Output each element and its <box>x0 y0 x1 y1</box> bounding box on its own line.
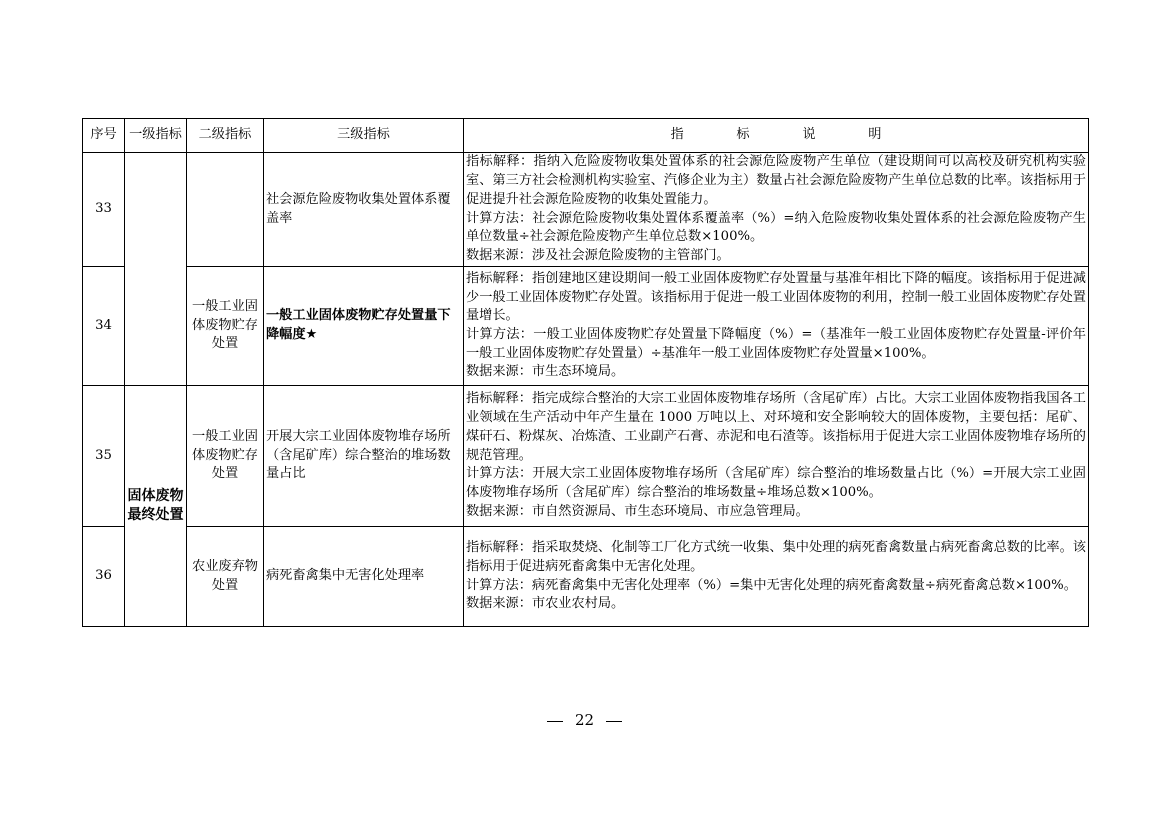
table-row <box>83 527 1089 627</box>
row-no: 33 <box>83 153 125 267</box>
desc-formula: 计算方法：病死畜禽集中无害化处理率（%）=集中无害化处理的病死畜禽数量÷病死畜禽总数×100%。 <box>466 577 1077 593</box>
header-desc: 指 标 说 明 <box>464 119 1089 153</box>
desc-cell <box>464 386 1089 527</box>
desc-source: 数据来源：市生态环境局。 <box>466 364 625 380</box>
desc-source: 数据来源：涉及社会源危险废物的主管部门。 <box>466 247 730 263</box>
desc-cell <box>464 267 1089 386</box>
level3-cell: 病死畜禽集中无害化处理率 <box>264 527 464 627</box>
desc-formula: 计算方法：一般工业固体废物贮存处置量下降幅度（%）=（基准年一般工业固体废物贮存处置量-评价年一般工业固体废物贮存处置量）÷基准年一般工业固体废物贮存处置量×100%。 <box>466 327 1086 361</box>
desc-formula: 计算方法：开展大宗工业固体废物堆存场所（含尾矿库）综合整治的堆场数量占比（%）=开展大宗工业固体废物堆存场所（含尾矿库）综合整治的堆场数量÷堆场总数×100%。 <box>466 466 1086 501</box>
desc-source: 数据来源：市自然资源局、市生态环境局、市应急管理局。 <box>466 503 809 519</box>
level2-cell: 一般工业固体废物贮存处置 <box>187 267 264 386</box>
level1-cell-empty <box>125 153 187 386</box>
page-number <box>0 711 1169 729</box>
row-no: 36 <box>83 527 125 627</box>
level3-cell: 一般工业固体废物贮存处置量下降幅度★ <box>264 267 464 386</box>
desc-explanation: 指标解释：指创建地区建设期间一般工业固体废物贮存处置量与基准年相比下降的幅度。该指标用于促进减少一般工业固体废物贮存处置。该指标用于促进一般工业固体废物的利用，控制一般工业固体废物贮存处置量增长。 <box>466 270 1086 324</box>
table-header-row <box>83 119 1089 153</box>
desc-explanation: 指标解释：指采取焚烧、化制等工厂化方式统一收集、集中处理的病死畜禽数量占病死畜禽总数的比率。该指标用于促进病死畜禽集中无害化处理。 <box>466 540 1086 574</box>
desc-explanation: 指标解释：指完成综合整治的大宗工业固体废物堆存场所（含尾矿库）占比。大宗工业固体废物指我国各工业领域在生产活动中年产生量在 1000 万吨以上、对环境和安全影响较大的固体废物，主要包括：尾矿、煤矸石、粉煤灰、冶炼渣、工业副产石膏、赤泥和电石渣等。该指标用于促进大宗工业固体废物堆存场所的规范管理。 <box>466 391 1086 463</box>
dash-right <box>606 721 622 722</box>
desc-formula: 计算方法：社会源危险废物收集处置体系覆盖率（%）=纳入危险废物收集处置体系的社会源危险废物产生单位数量÷社会源危险废物产生单位总数×100%。 <box>466 210 1086 245</box>
desc-cell <box>464 153 1089 267</box>
table-row <box>83 153 1089 267</box>
header-level1: 一级指标 <box>125 119 187 153</box>
row-no: 34 <box>83 267 125 386</box>
table-row <box>83 267 1089 386</box>
desc-source: 数据来源：市农业农村局。 <box>466 596 625 612</box>
page-number-text: 22 <box>574 711 595 729</box>
level2-cell: 农业废弃物处置 <box>187 527 264 627</box>
level2-cell-empty <box>187 153 264 267</box>
level1-cell: 固体废物最终处置 <box>125 386 187 627</box>
level2-cell: 一般工业固体废物贮存处置 <box>187 386 264 527</box>
header-level3: 三级指标 <box>264 119 464 153</box>
level3-cell: 开展大宗工业固体废物堆存场所（含尾矿库）综合整治的堆场数量占比 <box>264 386 464 527</box>
level3-cell: 社会源危险废物收集处置体系覆盖率 <box>264 153 464 267</box>
row-no: 35 <box>83 386 125 527</box>
indicator-table <box>82 118 1089 627</box>
desc-cell <box>464 527 1089 627</box>
dash-left <box>547 721 563 722</box>
desc-explanation: 指标解释：指纳入危险废物收集处置体系的社会源危险废物产生单位（建设期间可以高校及研究机构实验室、第三方社会检测机构实验室、汽修企业为主）数量占社会源危险废物产生单位总数的比率。该指标用于促进提升社会源危险废物的收集处置能力。 <box>466 154 1086 207</box>
header-no: 序号 <box>83 119 125 153</box>
header-level2: 二级指标 <box>187 119 264 153</box>
table-row <box>83 386 1089 527</box>
